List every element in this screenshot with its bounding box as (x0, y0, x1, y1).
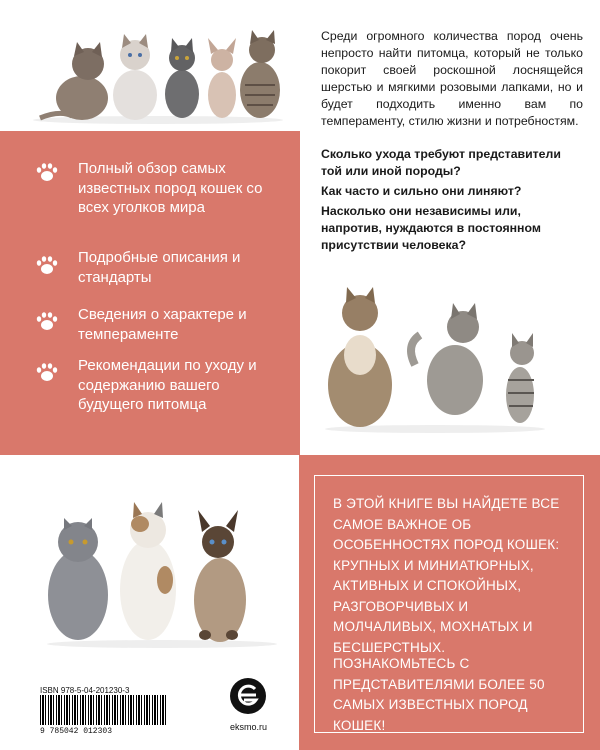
feature-text: Полный обзор самых известных пород кошек со всех уголков мира (78, 160, 263, 216)
publisher-site: eksmo.ru (230, 722, 268, 732)
isbn: ISBN 978-5-04-201230-3 (40, 686, 130, 695)
cat-image (506, 333, 534, 423)
barcode-image (40, 695, 168, 725)
feature-text: Сведения о характере и темпераменте (78, 306, 247, 343)
cat-image (411, 303, 483, 415)
cat-image (120, 502, 176, 640)
cats-group-top (30, 30, 285, 125)
cat-image (240, 30, 280, 118)
cat-image (165, 38, 199, 118)
cat-image (40, 42, 108, 120)
cats-group-bottom (40, 500, 285, 650)
paw-icon (36, 362, 58, 382)
question-text: Сколько ухода требуют представители той или иной породы? (321, 147, 561, 178)
feature-text: Рекомендации по уходу и содержанию вашего будущего питомца (78, 357, 257, 413)
promo-text: В ЭТОЙ КНИГЕ ВЫ НАЙДЕТЕ ВСЕ САМОЕ ВАЖНОЕ ОБ ОСОБЕННОСТЯХ ПОРОД КОШЕК: КРУПНЫХ И МИНИАТЮРНЫХ, АКТИВНЫХ И СПОКОЙНЫХ, РАЗГОВОРЧИВЫХ И МОЛЧАЛИВЫХ, МОХНАТЫХ И БЕСШЕРСТНЫХ. (333, 496, 560, 655)
feature-text: Подробные описания и стандарты (78, 249, 241, 286)
promo-text: ПОЗНАКОМЬТЕСЬ С ПРЕДСТАВИТЕЛЯМИ БОЛЕЕ 50 САМЫХ ИЗВЕСТНЫХ ПОРОД КОШЕК! (333, 656, 545, 733)
paw-icon (36, 311, 58, 331)
publisher-logo (228, 676, 268, 716)
cats-group-middle (315, 285, 555, 435)
question-text: Как часто и сильно они линяют? (321, 184, 522, 198)
intro-paragraph: Среди огромного количества пород очень непросто найти питомца, который не только покорит своей роскошной лоснящейся шерстью и мягкими розовыми лапками, но и будет подходить именно вам по темпераменту, стилю жизни и потребностям. (321, 29, 583, 128)
question-text: Насколько они независимы или, напротив, нуждаются в постоянном присутствии человека? (321, 204, 541, 252)
barcode-number: 9 785042 012303 (40, 727, 113, 736)
cat-image (48, 518, 108, 640)
cat-image (208, 38, 236, 118)
paw-icon (36, 162, 58, 182)
cat-image (194, 510, 246, 642)
cat-image (113, 34, 157, 120)
cat-image (328, 287, 392, 427)
paw-icon (36, 255, 58, 275)
